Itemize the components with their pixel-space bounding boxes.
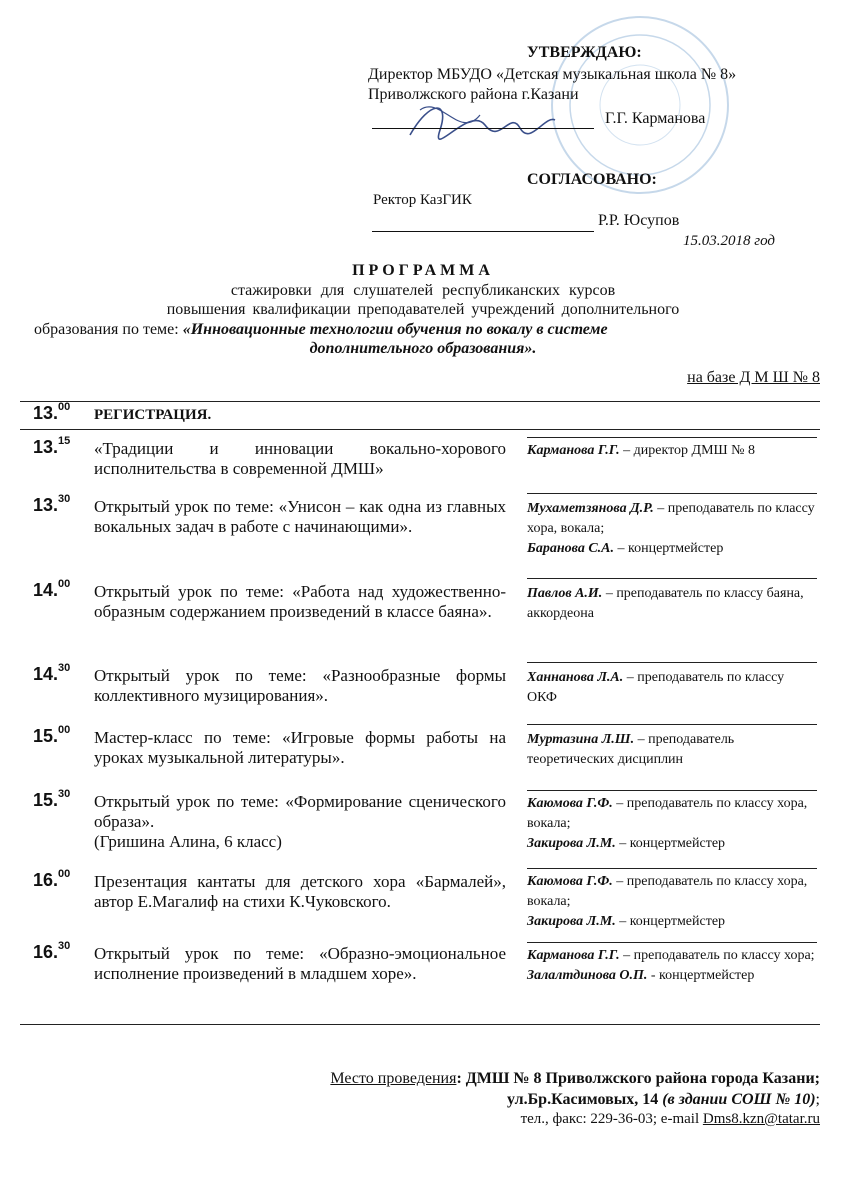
address	[507, 1091, 820, 1109]
signature-line	[372, 231, 594, 232]
rule	[527, 437, 817, 438]
rule	[527, 790, 817, 791]
responsible-person: Баранова С.А. – концертмейстер	[527, 541, 724, 556]
rector-label: Ректор КазГИК	[373, 192, 472, 208]
responsible-person: Павлов А.И. – преподаватель по классу баяна, аккордеона	[527, 586, 804, 621]
topic-text: Открытый урок по теме: «Формирование сценического образа».	[94, 792, 506, 831]
topic: Мастер-класс по теме: «Игровые формы работы на уроках музыкальной литературы».	[94, 728, 506, 767]
responsible	[527, 730, 817, 770]
email-link[interactable]: Dms8.kzn@tatar.ru	[702, 1111, 820, 1127]
topic: Открытый урок по теме: «Работа над художественно-образным содержанием произведений в классе баяна».	[94, 582, 506, 621]
responsible-person: Муртазина Л.Ш. – преподаватель теоретических дисциплин	[527, 732, 735, 767]
time-slot: 13.30	[33, 493, 71, 515]
program-intro-2: повышения квалификации преподавателей учреждений дополнительного	[166, 301, 680, 318]
time-slot: 13.15	[33, 435, 71, 457]
signature-line	[372, 128, 594, 129]
rule	[527, 662, 817, 663]
responsible-person: Закирова Л.М. – концертмейстер	[527, 836, 726, 851]
responsible	[527, 441, 817, 461]
rector-name: Р.Р. Юсупов	[598, 212, 680, 229]
topic	[94, 792, 506, 852]
program-intro-4: дополнительного образования».	[309, 340, 537, 357]
responsible	[527, 946, 817, 986]
responsible-person: Карманова Г.Г. – директор ДМШ № 8	[527, 443, 755, 458]
approval-line-2: Приволжского района г.Казани	[368, 86, 579, 103]
responsible	[527, 668, 817, 708]
topic: Презентация кантаты для детского хора «Бармалей», автор Е.Магалиф на стихи К.Чуковского.	[94, 872, 506, 911]
venue-label: Место проведения	[330, 1070, 457, 1087]
approval-name: Г.Г. Карманова	[605, 110, 706, 127]
time-slot: 15.30	[33, 788, 71, 810]
approval-date: 15.03.2018 год	[683, 233, 775, 249]
agreement-title: СОГЛАСОВАНО:	[527, 171, 657, 188]
rule	[20, 429, 820, 430]
rule	[20, 1024, 820, 1025]
responsible-person: Каюмова Г.Ф. – преподаватель по классу хора, вокала;	[527, 874, 808, 909]
intro-theme: «Инновационные технологии обучения по вокалу в системе	[182, 321, 608, 338]
time-slot: 14.00	[33, 578, 71, 600]
rule	[527, 493, 817, 494]
responsible	[527, 872, 817, 932]
contact-phone: тел., факс: 229-36-03; e-mail	[520, 1111, 703, 1127]
responsible-person: Залалтдинова О.П. - концертмейстер	[527, 968, 755, 983]
rule	[20, 401, 820, 402]
responsible-person: Ханнанова Л.А. – преподаватель по классу ОКФ	[527, 670, 785, 705]
time-slot: 15.00	[33, 724, 71, 746]
time-slot: 13.00	[33, 401, 71, 423]
approval-title: УТВЕРЖДАЮ:	[527, 44, 642, 61]
topic: Открытый урок по теме: «Образно-эмоциональное исполнение произведений в младшем хоре».	[94, 944, 506, 983]
responsible	[527, 584, 817, 624]
responsible-person: Закирова Л.М. – концертмейстер	[527, 914, 726, 929]
address-end: ;	[815, 1091, 820, 1108]
intro-prefix: образования по теме:	[34, 321, 183, 338]
responsible-person: Карманова Г.Г. – преподаватель по классу хора;	[527, 948, 815, 963]
rule	[527, 942, 817, 943]
topic: Открытый урок по теме: «Унисон – как одна из главных вокальных задач в работе с начинающими».	[94, 497, 506, 536]
responsible	[527, 499, 817, 559]
topic-note: (Гришина Алина, 6 класс)	[94, 832, 282, 851]
program-intro-3	[34, 321, 608, 339]
approval-line-1: Директор МБУДО «Детская музыкальная школа № 8»	[368, 66, 737, 83]
time-slot: 14.30	[33, 662, 71, 684]
rule	[527, 868, 817, 869]
responsible	[527, 794, 817, 854]
responsible-person: Каюмова Г.Ф. – преподаватель по классу хора, вокала;	[527, 796, 808, 831]
topic: «Традиции и инновации вокально-хорового исполнительства в современной ДМШ»	[94, 439, 506, 478]
rule	[527, 578, 817, 579]
address-street: ул.Бр.Касимовых, 14	[507, 1091, 659, 1108]
program-intro-1: стажировки для слушателей республиканских курсов	[230, 282, 616, 299]
program-title: ПРОГРАММА	[352, 262, 494, 279]
topic: РЕГИСТРАЦИЯ.	[94, 407, 212, 423]
responsible-person: Мухаметзянова Д.Р. – преподаватель по классу хора, вокала;	[527, 501, 815, 536]
venue-value: : ДМШ № 8 Приволжского района города Казани;	[456, 1070, 820, 1087]
rule	[527, 724, 817, 725]
topic: Открытый урок по теме: «Разнообразные формы коллективного музицирования».	[94, 666, 506, 705]
time-slot: 16.30	[33, 940, 71, 962]
address-note: (в здании СОШ № 10)	[658, 1091, 816, 1108]
venue	[330, 1070, 820, 1088]
contact	[521, 1111, 820, 1128]
program-base: на базе Д М Ш № 8	[687, 369, 820, 386]
time-slot: 16.00	[33, 868, 71, 890]
